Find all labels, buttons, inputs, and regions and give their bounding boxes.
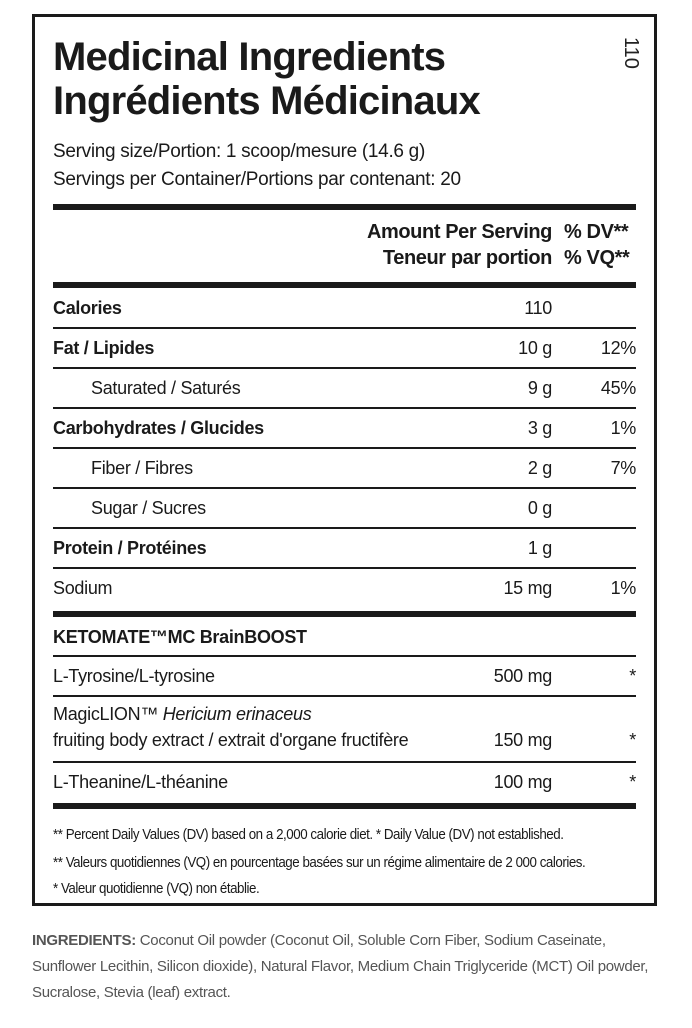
nutrient-amount: 15 mg	[503, 578, 552, 598]
nutrient-amount: 3 g	[527, 418, 552, 438]
header-dv	[564, 219, 636, 271]
blend-item-label-line2: fruiting body extract / extrait d'organe fructifère	[53, 730, 409, 750]
nutrient-label: Fiber / Fibres	[91, 458, 193, 478]
footnote: ** Valeurs quotidiennes (VQ) en pourcentage basées sur un régime alimentaire de 2 000 calories.	[53, 855, 586, 871]
nutrient-label: Saturated / Saturés	[91, 378, 241, 398]
title-french: Ingrédients Médicinaux	[53, 79, 480, 123]
nutrient-dv: 1%	[610, 418, 636, 438]
ingredients-label: INGREDIENTS:	[32, 932, 136, 949]
nutrient-row	[53, 448, 636, 488]
blend-item-amount: 100 mg	[493, 772, 552, 792]
footnote: * Valeur quotidienne (VQ) non établie.	[53, 881, 260, 897]
ingredients-text: Coconut Oil powder (Coconut Oil, Soluble Corn Fiber, Sodium Caseinate, Sunflower Lecithin, Silicon dioxide), Natural Flavor, Medium Chain Triglyceride (MCT) Oil powder, Sucralose, Stevia (leaf) extract.	[32, 932, 649, 1001]
nutrient-dv: 7%	[610, 458, 636, 478]
nutrient-row	[53, 368, 636, 408]
nutrient-label: Sugar / Sucres	[91, 498, 206, 518]
blend-item-label: L-Theanine/L-théanine	[53, 772, 228, 792]
divider-thick	[53, 803, 636, 809]
nutrient-label: Carbohydrates / Glucides	[53, 418, 264, 438]
nutrient-amount: 9 g	[527, 378, 552, 398]
nutrient-dv: 1%	[610, 578, 636, 598]
servings-per-container: Servings per Container/Portions par contenant: 20	[53, 169, 461, 190]
blend-name: KETOMATE™MC BrainBOOST	[53, 627, 307, 647]
nutrient-label: Fat / Lipides	[53, 338, 155, 358]
nutrient-label: Protein / Protéines	[53, 538, 207, 558]
divider-thick	[53, 204, 636, 210]
nutrient-amount: 0 g	[527, 498, 552, 518]
blend-header-row	[53, 617, 636, 657]
species-name: Hericium erinaceus	[162, 704, 312, 724]
supplement-facts-panel	[32, 14, 657, 906]
nutrient-dv: 12%	[600, 338, 636, 358]
nutrient-dv: 45%	[600, 378, 636, 398]
header-amount-fr: Teneur par portion	[382, 247, 552, 269]
header-amount	[367, 219, 552, 271]
blend-item-row	[53, 656, 636, 696]
title-english: Medicinal Ingredients	[53, 35, 446, 79]
serving-size: Serving size/Portion: 1 scoop/mesure (14.6 g)	[53, 141, 425, 162]
nutrient-label: Sodium	[53, 578, 113, 598]
header-dv-fr: % VQ**	[564, 247, 630, 269]
blend-item-label: L-Tyrosine/L-tyrosine	[53, 666, 215, 686]
nutrient-row	[53, 408, 636, 448]
nutrient-amount: 1 g	[527, 538, 552, 558]
nutrient-row	[53, 288, 636, 328]
blend-item-label-line1	[53, 704, 311, 725]
blend-item-dv: *	[629, 772, 636, 792]
blend-item-dv: *	[629, 666, 636, 686]
nutrient-amount: 10 g	[518, 338, 552, 358]
header-amount-en: Amount Per Serving	[366, 221, 552, 243]
blend-item-amount: 500 mg	[493, 666, 552, 686]
blend-item-amount: 150 mg	[493, 730, 552, 750]
blend-item-dv: *	[629, 730, 636, 750]
nutrient-row	[53, 488, 636, 528]
header-dv-en: % DV**	[564, 221, 629, 243]
footnote: ** Percent Daily Values (DV) based on a 2,000 calorie diet. * Daily Value (DV) not established.	[53, 827, 564, 843]
nutrient-label: Calories	[53, 298, 122, 318]
blend-item-row	[53, 696, 636, 760]
nutrient-row	[53, 328, 636, 368]
nutrient-amount: 110	[524, 298, 552, 318]
ingredients-list	[32, 928, 662, 1006]
brand-name: MagicLION™	[53, 704, 163, 724]
nutrient-row	[53, 568, 636, 608]
blend-item-row	[53, 762, 636, 802]
side-code: 110	[620, 37, 642, 69]
nutrient-row	[53, 528, 636, 568]
nutrient-amount: 2 g	[527, 458, 552, 478]
